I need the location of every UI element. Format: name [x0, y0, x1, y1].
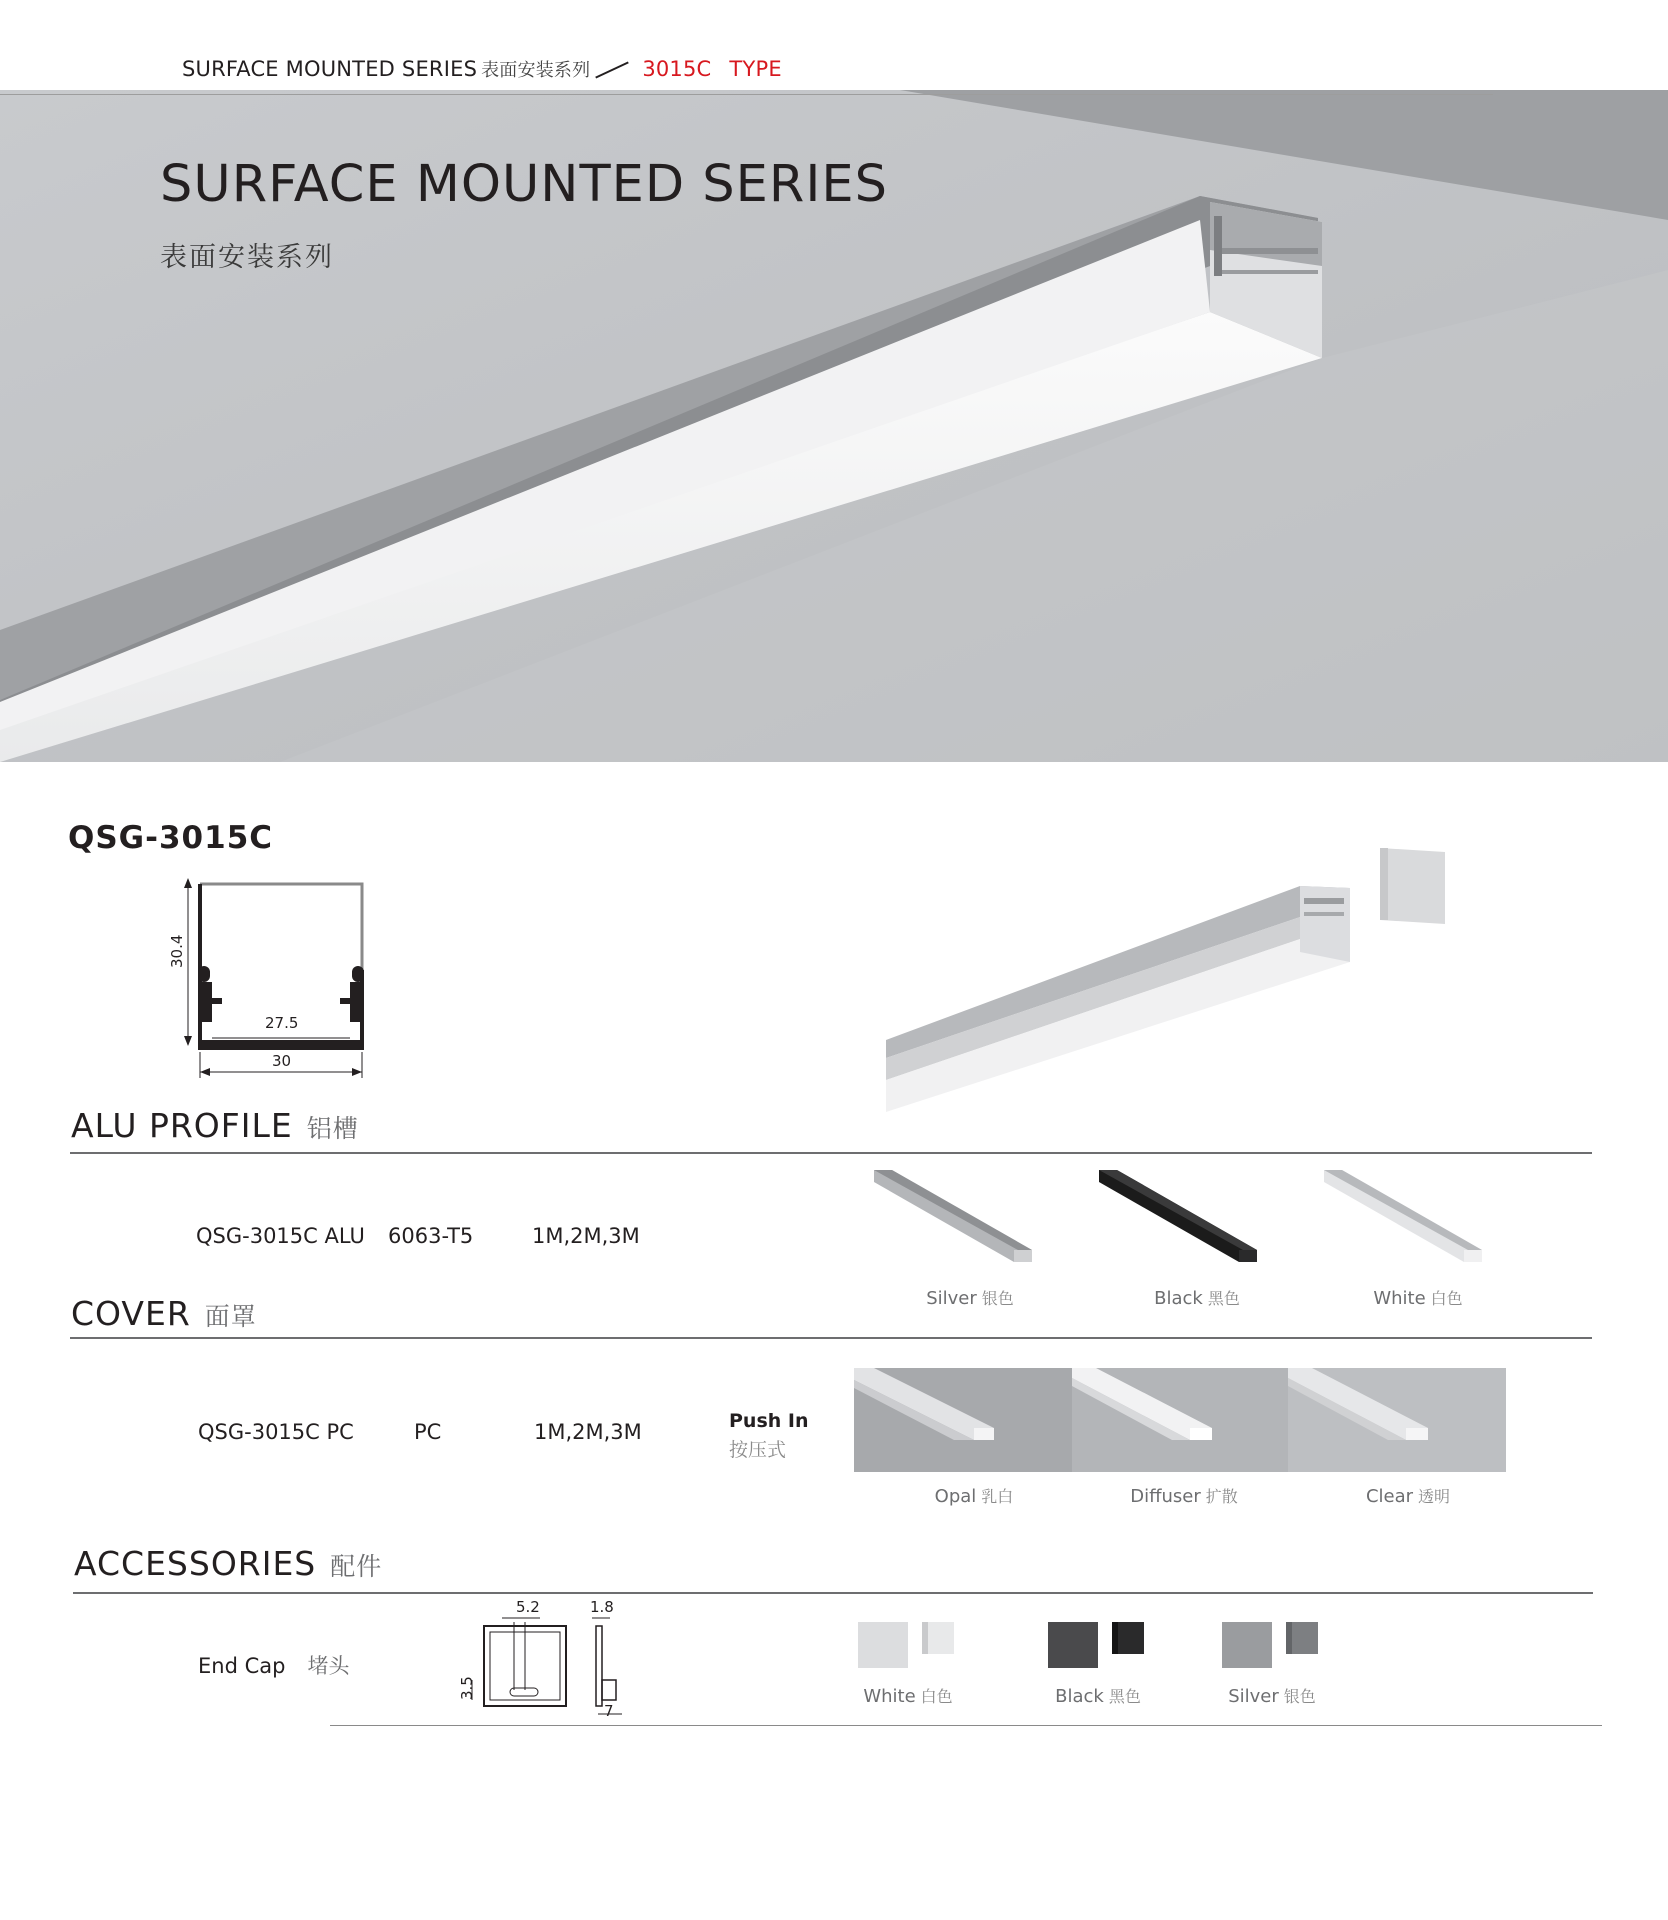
cover-clear-swatch: [1288, 1368, 1506, 1472]
alu-profile-heading: [71, 1106, 359, 1145]
cover-opal-label: Opal 乳白: [934, 1486, 1014, 1507]
dim-inner-width: 27.5: [265, 1014, 299, 1032]
alu-profile-divider: [70, 1152, 1592, 1154]
alu-model: QSG-3015C ALU: [196, 1224, 365, 1248]
cover-lengths: 1M,2M,3M: [534, 1420, 642, 1444]
endcap-white-swatch: [856, 1618, 956, 1674]
alu-profile-title: ALU PROFILE: [71, 1106, 293, 1145]
endcap-dim-width: 5.2: [516, 1598, 540, 1616]
install-method-en: Push In: [729, 1410, 809, 1432]
accessories-title: ACCESSORIES: [74, 1544, 317, 1583]
endcap-silver-label: Silver 银色: [1228, 1686, 1316, 1707]
finish-silver-swatch: [870, 1168, 1040, 1264]
endcap-silver-swatch: [1220, 1618, 1320, 1674]
endcap-dim-thickness: 1.8: [590, 1598, 614, 1616]
slash-divider: [596, 61, 629, 78]
install-method: [729, 1410, 809, 1462]
breadcrumb-type: TYPE: [729, 57, 782, 81]
dim-outer-width: 30: [272, 1052, 292, 1070]
accessories-divider: [73, 1592, 1593, 1594]
finish-black-label: Black 黑色: [1154, 1288, 1240, 1309]
hero-title: SURFACE MOUNTED SERIES: [160, 155, 888, 214]
accessories-title-cn: 配件: [330, 1552, 383, 1581]
endcap-black-label: Black 黑色: [1055, 1686, 1141, 1707]
top-divider-line: [0, 94, 1493, 95]
product-render-image: [880, 840, 1460, 1120]
cover-opal-swatch: [854, 1368, 1072, 1472]
product-code: QSG-3015C: [68, 820, 274, 856]
endcap-dim-depth: 7: [604, 1702, 614, 1720]
breadcrumb-series-cn: 表面安装系列: [481, 60, 591, 81]
finish-black-swatch: [1095, 1168, 1265, 1264]
breadcrumb-series-en: SURFACE MOUNTED SERIES: [182, 57, 478, 81]
endcap-black-swatch: [1046, 1618, 1146, 1674]
alu-profile-title-cn: 铝槽: [306, 1114, 359, 1143]
accessories-bottom-rule: [330, 1725, 1602, 1726]
endcap-label: End Cap 堵头: [198, 1654, 350, 1678]
endcap-dim-height: 3.5: [458, 1676, 476, 1700]
cover-title-cn: 面罩: [204, 1302, 257, 1331]
accessories-heading: [74, 1544, 382, 1583]
endcap-white-label: White 白色: [863, 1686, 953, 1707]
finish-white-label: White 白色: [1373, 1288, 1463, 1309]
cover-heading: [71, 1294, 257, 1333]
top-breadcrumb: [182, 56, 782, 82]
finish-white-swatch: [1320, 1168, 1490, 1264]
alu-material: 6063-T5: [388, 1224, 474, 1248]
alu-lengths: 1M,2M,3M: [532, 1224, 640, 1248]
cover-material: PC: [414, 1420, 442, 1444]
profile-cross-section-drawing: [168, 870, 378, 1080]
cover-diffuser-swatch: [1072, 1368, 1290, 1472]
cover-model: QSG-3015C PC: [198, 1420, 354, 1444]
hero-subtitle: 表面安装系列: [160, 242, 334, 273]
cover-title: COVER: [71, 1294, 191, 1333]
breadcrumb-model: 3015C: [642, 57, 712, 81]
cover-divider: [70, 1337, 1592, 1339]
cover-diffuser-label: Diffuser 扩散: [1130, 1486, 1238, 1507]
cover-clear-label: Clear 透明: [1365, 1486, 1451, 1507]
dim-height: 30.4: [168, 934, 186, 968]
install-method-cn: 按压式: [729, 1439, 787, 1461]
finish-silver-label: Silver 银色: [926, 1288, 1014, 1309]
